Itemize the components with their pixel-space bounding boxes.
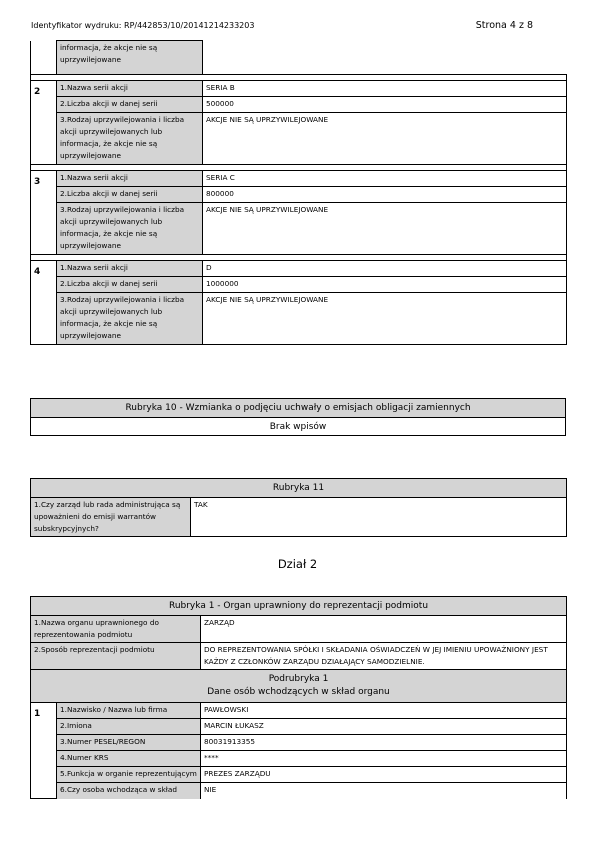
representation-method-label: 2.Sposób reprezentacji podmiotu bbox=[31, 643, 201, 670]
series-name-value: SERIA B bbox=[203, 81, 567, 97]
series-count-label: 2.Liczba akcji w danej serii bbox=[57, 97, 203, 113]
subrubric-subtitle: Dane osób wchodzących w skład organu bbox=[207, 687, 390, 697]
print-identifier: Identyfikator wydruku: RP/442853/10/20141214233203 bbox=[31, 21, 255, 30]
person-field-value: **** bbox=[201, 751, 567, 767]
person-field-label: 1.Nazwisko / Nazwa lub firma bbox=[57, 703, 201, 719]
series-table bbox=[30, 40, 567, 345]
series-name-value: D bbox=[203, 261, 567, 277]
series-type-label: 3.Rodzaj uprzywilejowania i liczba akcji uprzywilejowanych lub informacja, że akcje nie są uprzywilejowane bbox=[57, 293, 203, 345]
warrant-question-label: 1.Czy zarząd lub rada administrująca są upoważnieni do emisji warrantów subskrypcyjnych? bbox=[31, 498, 191, 537]
series-number: 4 bbox=[31, 261, 57, 345]
person-field-label: 3.Numer PESEL/REGON bbox=[57, 735, 201, 751]
series-name-label: 1.Nazwa serii akcji bbox=[57, 171, 203, 187]
continued-label: informacja, że akcje nie są uprzywilejowane bbox=[57, 41, 203, 75]
subrubric-title: Podrubryka 1 bbox=[268, 674, 329, 684]
rubryka10-body: Brak wpisów bbox=[31, 418, 566, 436]
organ-name-label: 1.Nazwa organu uprawnionego do reprezentowania podmiotu bbox=[31, 616, 201, 643]
person-field-value: NIE bbox=[201, 783, 567, 799]
person-field-value: PREZES ZARZĄDU bbox=[201, 767, 567, 783]
rubryka11-table bbox=[30, 478, 567, 537]
person-field-value: 80031913355 bbox=[201, 735, 567, 751]
series-count-label: 2.Liczba akcji w danej serii bbox=[57, 277, 203, 293]
rubryka10-title: Rubryka 10 - Wzmianka o podjęciu uchwały o emisjach obligacji zamiennych bbox=[31, 399, 566, 418]
page-number: Strona 4 z 8 bbox=[475, 20, 533, 31]
series-count-value: 500000 bbox=[203, 97, 567, 113]
rubryka1-table bbox=[30, 596, 567, 799]
series-type-value: AKCJE NIE SĄ UPRZYWILEJOWANE bbox=[203, 293, 567, 345]
series-name-label: 1.Nazwa serii akcji bbox=[57, 81, 203, 97]
rubryka1-title: Rubryka 1 - Organ uprawniony do reprezentacji podmiotu bbox=[31, 597, 567, 616]
series-type-label: 3.Rodzaj uprzywilejowania i liczba akcji uprzywilejowanych lub informacja, że akcje nie są uprzywilejowane bbox=[57, 203, 203, 255]
series-type-label: 3.Rodzaj uprzywilejowania i liczba akcji uprzywilejowanych lub informacja, że akcje nie są uprzywilejowane bbox=[57, 113, 203, 165]
person-field-label: 5.Funkcja w organie reprezentującym bbox=[57, 767, 201, 783]
person-field-label: 4.Numer KRS bbox=[57, 751, 201, 767]
series-name-value: SERIA C bbox=[203, 171, 567, 187]
subrubric-heading bbox=[31, 670, 567, 703]
person-field-value: MARCIN ŁUKASZ bbox=[201, 719, 567, 735]
person-field-value: PAWŁOWSKI bbox=[201, 703, 567, 719]
series-type-value: AKCJE NIE SĄ UPRZYWILEJOWANE bbox=[203, 113, 567, 165]
warrant-question-value: TAK bbox=[191, 498, 567, 537]
representation-method-value: DO REPREZENTOWANIA SPÓŁKI I SKŁADANIA OŚWIADCZEŃ W JEJ IMIENIU UPOWAŻNIONY JEST KAŻDY Z CZŁONKÓW ZARZĄDU DZIAŁAJĄCY SAMODZIELNIE. bbox=[201, 643, 567, 670]
person-field-label: 2.Imiona bbox=[57, 719, 201, 735]
rubryka10-table bbox=[30, 398, 566, 436]
series-name-label: 1.Nazwa serii akcji bbox=[57, 261, 203, 277]
person-field-label: 6.Czy osoba wchodząca w skład bbox=[57, 783, 201, 799]
rubryka11-title: Rubryka 11 bbox=[31, 479, 567, 498]
series-type-value: AKCJE NIE SĄ UPRZYWILEJOWANE bbox=[203, 203, 567, 255]
organ-name-value: ZARZĄD bbox=[201, 616, 567, 643]
series-count-value: 1000000 bbox=[203, 277, 567, 293]
series-number: 3 bbox=[31, 171, 57, 255]
section-heading: Dział 2 bbox=[277, 557, 318, 571]
person-number: 1 bbox=[31, 703, 57, 799]
series-count-value: 800000 bbox=[203, 187, 567, 203]
series-number: 2 bbox=[31, 81, 57, 165]
series-count-label: 2.Liczba akcji w danej serii bbox=[57, 187, 203, 203]
